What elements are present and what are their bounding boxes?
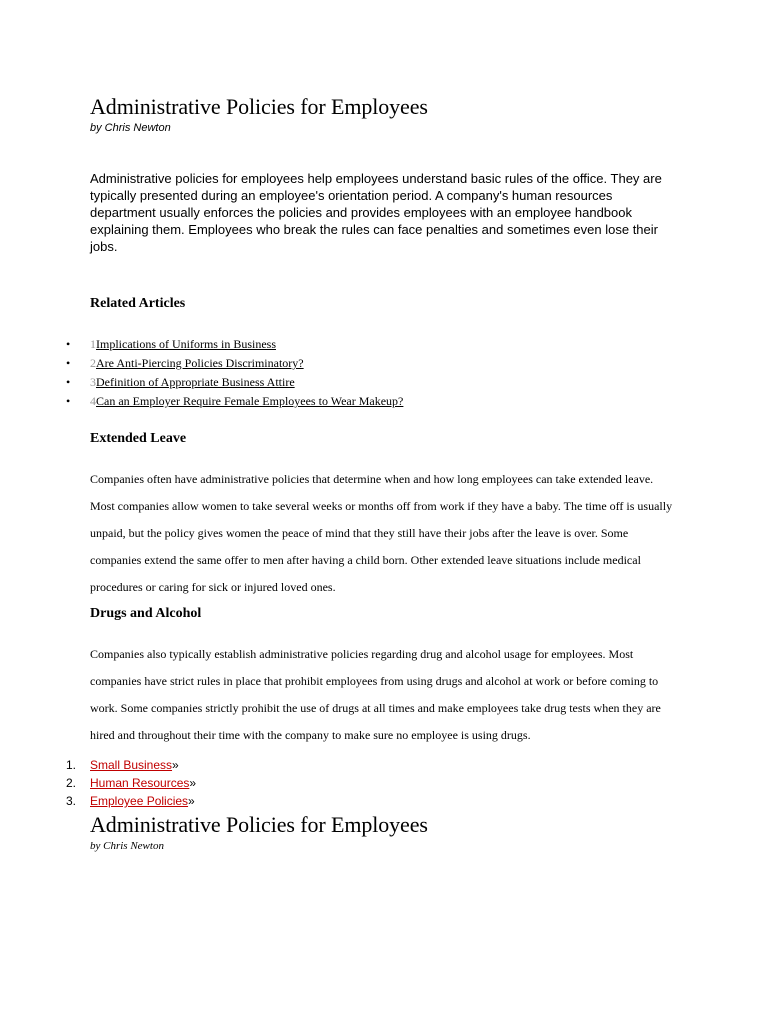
related-article-number: 3 (90, 375, 96, 389)
breadcrumb-number: 2. (66, 776, 77, 790)
related-article-link[interactable]: Can an Employer Require Female Employees to Wear Makeup? (96, 394, 404, 408)
bullet-icon: • (66, 356, 71, 370)
repeated-article-byline: by Chris Newton (90, 840, 164, 852)
related-article-link[interactable]: Implications of Uniforms in Business (96, 337, 276, 351)
related-article-number: 1 (90, 337, 96, 351)
breadcrumb-separator: » (188, 794, 195, 808)
repeated-article-title: Administrative Policies for Employees (90, 812, 428, 837)
bullet-icon: • (66, 375, 71, 389)
related-articles-list (66, 335, 656, 411)
breadcrumb-link-employee-policies[interactable]: Employee Policies (90, 794, 189, 808)
breadcrumb-number: 3. (66, 794, 77, 808)
breadcrumb-item (66, 774, 680, 792)
breadcrumb (66, 756, 680, 810)
bullet-icon: • (66, 394, 71, 408)
article-title: Administrative Policies for Employees (90, 94, 428, 119)
related-article-number: 4 (90, 394, 96, 408)
related-article-item (66, 373, 656, 392)
bullet-icon: • (66, 337, 71, 351)
breadcrumb-link-human-resources[interactable]: Human Resources (90, 776, 190, 790)
section-body-extended-leave: Companies often have administrative policies that determine when and how long employees can take extended leave. Most companies allow women to take several weeks or months off from work if they have a baby. The time off is usually unpaid, but the policy gives women the peace of mind that they still have their jobs after the leave is over. Some companies extend the same offer to men after having a child born. Other extended leave situations include medical procedures or caring for sick or injured loved ones. (90, 472, 673, 594)
related-article-item (66, 335, 656, 354)
related-article-item (66, 354, 656, 373)
related-article-number: 2 (90, 356, 96, 370)
breadcrumb-item (66, 756, 680, 774)
section-heading-drugs-alcohol: Drugs and Alcohol (90, 606, 202, 621)
breadcrumb-number: 1. (66, 758, 77, 772)
related-articles-heading: Related Articles (90, 296, 186, 311)
document-page (66, 92, 680, 853)
related-article-link[interactable]: Are Anti-Piercing Policies Discriminatory? (96, 356, 304, 370)
section-heading-extended-leave: Extended Leave (90, 431, 187, 446)
breadcrumb-link-small-business[interactable]: Small Business (90, 758, 173, 772)
related-article-item (66, 392, 656, 411)
section-body-drugs-alcohol: Companies also typically establish administrative policies regarding drug and alcohol usage for employees. Most companies have strict rules in place that prohibit employees from using drugs and alcohol at work or before coming to work. Some companies strictly prohibit the use of drugs at all times and make employees take drug tests when they are hired and throughout their time with the company to make sure no employee is using drugs. (90, 647, 661, 742)
breadcrumb-item (66, 792, 680, 810)
article-byline: by Chris Newton (90, 122, 171, 134)
breadcrumb-separator: » (189, 776, 197, 790)
breadcrumb-separator: » (172, 758, 179, 772)
related-article-link[interactable]: Definition of Appropriate Business Attire (96, 375, 295, 389)
article-intro: Administrative policies for employees help employees understand basic rules of the office. They are typically presented during an employee's orientation period. A company's human resources department usually enforces the policies and provides employees with an employee handbook explaining them. Employees who break the rules can face penalties and sometimes even lose their jobs. (90, 171, 662, 254)
